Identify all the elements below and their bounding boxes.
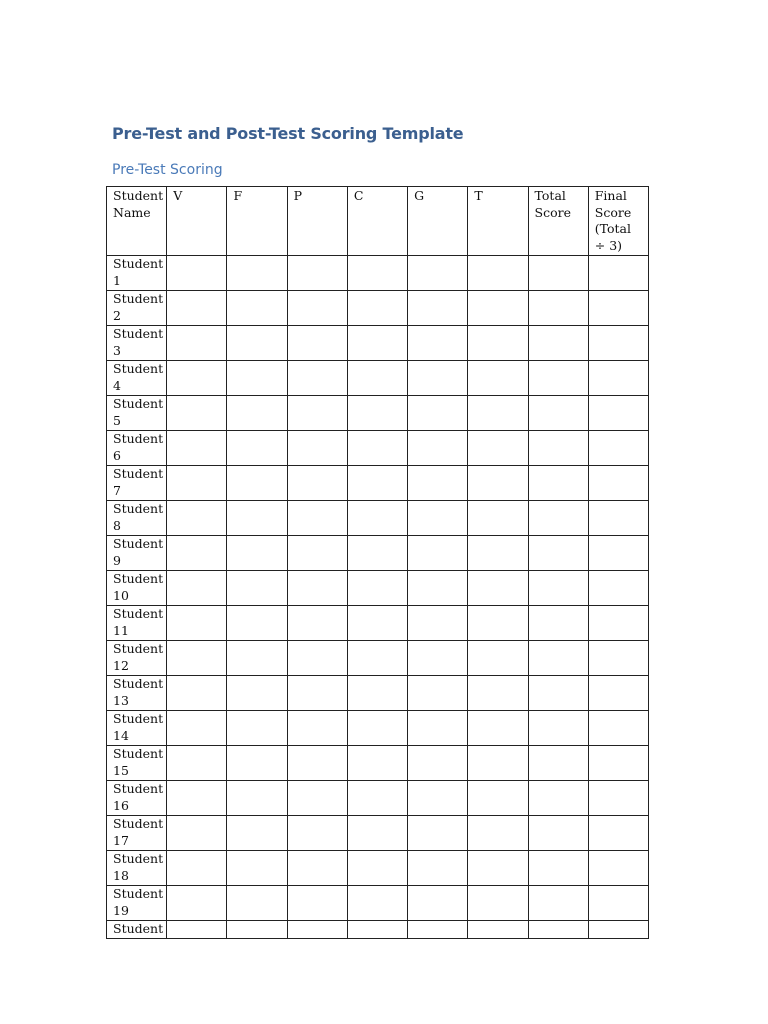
score-cell-g[interactable]: [408, 571, 468, 606]
score-cell-v[interactable]: [167, 256, 227, 291]
score-cell-final-score[interactable]: [588, 396, 648, 431]
score-cell-t[interactable]: [468, 676, 528, 711]
student-name-cell: Student 1: [107, 256, 167, 291]
score-cell-total-score[interactable]: [528, 921, 588, 939]
score-cell-total-score[interactable]: [528, 256, 588, 291]
score-cell-total-score[interactable]: [528, 396, 588, 431]
column-header-f: F: [227, 187, 287, 256]
score-cell-c[interactable]: [347, 851, 407, 886]
score-cell-p[interactable]: [287, 921, 347, 939]
score-cell-t[interactable]: [468, 361, 528, 396]
column-header-g: G: [408, 187, 468, 256]
section-heading-pre-test: Pre-Test Scoring: [112, 162, 223, 178]
score-cell-f[interactable]: [227, 606, 287, 641]
score-cell-t[interactable]: [468, 536, 528, 571]
student-name-cell: Student 3: [107, 326, 167, 361]
score-cell-final-score[interactable]: [588, 571, 648, 606]
table-row: [107, 921, 649, 939]
score-cell-total-score[interactable]: [528, 676, 588, 711]
score-cell-final-score[interactable]: [588, 746, 648, 781]
score-cell-v[interactable]: [167, 326, 227, 361]
table-row: [107, 326, 649, 361]
student-name-cell: Student 2: [107, 291, 167, 326]
column-header-total-score: Total Score: [528, 187, 588, 256]
table-row: [107, 711, 649, 746]
table-row: [107, 431, 649, 466]
score-cell-v[interactable]: [167, 361, 227, 396]
score-cell-final-score[interactable]: [588, 536, 648, 571]
score-cell-g[interactable]: [408, 361, 468, 396]
score-cell-total-score[interactable]: [528, 711, 588, 746]
table-row: [107, 781, 649, 816]
score-cell-v[interactable]: [167, 431, 227, 466]
score-cell-g[interactable]: [408, 676, 468, 711]
student-name-cell: Student 17: [107, 816, 167, 851]
student-name-cell: Student 9: [107, 536, 167, 571]
score-cell-c[interactable]: [347, 536, 407, 571]
score-cell-t[interactable]: [468, 291, 528, 326]
score-cell-f[interactable]: [227, 466, 287, 501]
score-cell-final-score[interactable]: [588, 816, 648, 851]
score-cell-total-score[interactable]: [528, 291, 588, 326]
score-cell-final-score[interactable]: [588, 921, 648, 939]
score-cell-v[interactable]: [167, 466, 227, 501]
score-cell-f[interactable]: [227, 256, 287, 291]
score-cell-t[interactable]: [468, 256, 528, 291]
score-cell-v[interactable]: [167, 711, 227, 746]
score-cell-c[interactable]: [347, 606, 407, 641]
column-header-v: V: [167, 187, 227, 256]
score-cell-v[interactable]: [167, 536, 227, 571]
score-cell-f[interactable]: [227, 711, 287, 746]
score-cell-v[interactable]: [167, 606, 227, 641]
score-cell-c[interactable]: [347, 886, 407, 921]
score-cell-v[interactable]: [167, 291, 227, 326]
score-cell-f[interactable]: [227, 641, 287, 676]
score-cell-total-score[interactable]: [528, 431, 588, 466]
table-row: [107, 466, 649, 501]
score-cell-g[interactable]: [408, 431, 468, 466]
score-cell-p[interactable]: [287, 466, 347, 501]
score-cell-t[interactable]: [468, 816, 528, 851]
score-cell-c[interactable]: [347, 396, 407, 431]
student-name-cell: Student 5: [107, 396, 167, 431]
document-title: Pre-Test and Post-Test Scoring Template: [112, 124, 464, 143]
score-cell-g[interactable]: [408, 256, 468, 291]
column-header-t: T: [468, 187, 528, 256]
score-cell-final-score[interactable]: [588, 711, 648, 746]
score-cell-final-score[interactable]: [588, 256, 648, 291]
table-row: [107, 641, 649, 676]
table-row: [107, 571, 649, 606]
score-cell-p[interactable]: [287, 641, 347, 676]
score-cell-g[interactable]: [408, 291, 468, 326]
score-cell-f[interactable]: [227, 676, 287, 711]
score-cell-p[interactable]: [287, 361, 347, 396]
score-cell-c[interactable]: [347, 466, 407, 501]
score-cell-p[interactable]: [287, 816, 347, 851]
score-cell-g[interactable]: [408, 711, 468, 746]
student-name-cell: Student 11: [107, 606, 167, 641]
score-cell-g[interactable]: [408, 536, 468, 571]
score-cell-total-score[interactable]: [528, 746, 588, 781]
score-cell-p[interactable]: [287, 256, 347, 291]
score-cell-f[interactable]: [227, 816, 287, 851]
score-cell-final-score[interactable]: [588, 641, 648, 676]
score-cell-final-score[interactable]: [588, 431, 648, 466]
score-cell-t[interactable]: [468, 606, 528, 641]
score-cell-f[interactable]: [227, 886, 287, 921]
column-header-student-name: Student Name: [107, 187, 167, 256]
score-cell-g[interactable]: [408, 396, 468, 431]
score-cell-p[interactable]: [287, 501, 347, 536]
student-name-cell: Student 10: [107, 571, 167, 606]
student-name-cell: Student 14: [107, 711, 167, 746]
score-cell-g[interactable]: [408, 326, 468, 361]
student-name-cell: Student 18: [107, 851, 167, 886]
score-cell-t[interactable]: [468, 711, 528, 746]
table-row: [107, 851, 649, 886]
score-cell-g[interactable]: [408, 781, 468, 816]
column-header-c: C: [347, 187, 407, 256]
score-cell-c[interactable]: [347, 326, 407, 361]
score-cell-v[interactable]: [167, 851, 227, 886]
score-cell-c[interactable]: [347, 921, 407, 939]
score-cell-g[interactable]: [408, 501, 468, 536]
score-cell-total-score[interactable]: [528, 536, 588, 571]
score-cell-p[interactable]: [287, 781, 347, 816]
score-cell-p[interactable]: [287, 536, 347, 571]
score-cell-v[interactable]: [167, 781, 227, 816]
score-cell-t[interactable]: [468, 781, 528, 816]
table-row: [107, 816, 649, 851]
score-cell-g[interactable]: [408, 641, 468, 676]
score-cell-f[interactable]: [227, 326, 287, 361]
table-header-row: [107, 187, 649, 256]
student-name-cell: Student 7: [107, 466, 167, 501]
score-cell-t[interactable]: [468, 326, 528, 361]
score-cell-p[interactable]: [287, 746, 347, 781]
score-cell-final-score[interactable]: [588, 676, 648, 711]
score-cell-c[interactable]: [347, 571, 407, 606]
score-cell-t[interactable]: [468, 466, 528, 501]
score-cell-g[interactable]: [408, 921, 468, 939]
score-cell-total-score[interactable]: [528, 851, 588, 886]
table-row: [107, 396, 649, 431]
score-cell-t[interactable]: [468, 571, 528, 606]
scoring-table: [106, 186, 649, 939]
score-cell-total-score[interactable]: [528, 781, 588, 816]
score-cell-g[interactable]: [408, 816, 468, 851]
score-cell-c[interactable]: [347, 746, 407, 781]
score-cell-t[interactable]: [468, 921, 528, 939]
score-cell-c[interactable]: [347, 256, 407, 291]
score-cell-f[interactable]: [227, 431, 287, 466]
score-cell-f[interactable]: [227, 781, 287, 816]
score-cell-t[interactable]: [468, 851, 528, 886]
score-cell-c[interactable]: [347, 501, 407, 536]
student-name-cell: Student 13: [107, 676, 167, 711]
table-row: [107, 291, 649, 326]
score-cell-c[interactable]: [347, 431, 407, 466]
score-cell-final-score[interactable]: [588, 361, 648, 396]
student-name-cell: Student 4: [107, 361, 167, 396]
score-cell-t[interactable]: [468, 641, 528, 676]
score-cell-final-score[interactable]: [588, 851, 648, 886]
score-cell-c[interactable]: [347, 641, 407, 676]
score-cell-total-score[interactable]: [528, 816, 588, 851]
score-cell-f[interactable]: [227, 746, 287, 781]
table-row: [107, 746, 649, 781]
score-cell-g[interactable]: [408, 746, 468, 781]
score-cell-g[interactable]: [408, 466, 468, 501]
score-cell-p[interactable]: [287, 571, 347, 606]
score-cell-c[interactable]: [347, 816, 407, 851]
score-cell-f[interactable]: [227, 921, 287, 939]
student-name-cell: Student 6: [107, 431, 167, 466]
score-cell-c[interactable]: [347, 291, 407, 326]
score-cell-final-score[interactable]: [588, 466, 648, 501]
score-cell-final-score[interactable]: [588, 781, 648, 816]
table-row: [107, 361, 649, 396]
score-cell-p[interactable]: [287, 851, 347, 886]
score-cell-f[interactable]: [227, 851, 287, 886]
score-cell-f[interactable]: [227, 536, 287, 571]
score-cell-total-score[interactable]: [528, 571, 588, 606]
score-cell-total-score[interactable]: [528, 606, 588, 641]
score-cell-total-score[interactable]: [528, 326, 588, 361]
score-cell-p[interactable]: [287, 606, 347, 641]
score-cell-v[interactable]: [167, 746, 227, 781]
score-cell-c[interactable]: [347, 781, 407, 816]
score-cell-v[interactable]: [167, 571, 227, 606]
score-cell-t[interactable]: [468, 431, 528, 466]
table-row: [107, 606, 649, 641]
score-cell-v[interactable]: [167, 396, 227, 431]
score-cell-f[interactable]: [227, 396, 287, 431]
score-cell-total-score[interactable]: [528, 641, 588, 676]
table-row: [107, 536, 649, 571]
score-cell-t[interactable]: [468, 396, 528, 431]
student-name-cell: Student 8: [107, 501, 167, 536]
student-name-cell: Student 16: [107, 781, 167, 816]
table-row: [107, 256, 649, 291]
score-cell-c[interactable]: [347, 676, 407, 711]
score-cell-total-score[interactable]: [528, 501, 588, 536]
column-header-final-score: Final Score (Total ÷ 3): [588, 187, 648, 256]
score-cell-final-score[interactable]: [588, 886, 648, 921]
score-cell-final-score[interactable]: [588, 501, 648, 536]
score-cell-t[interactable]: [468, 886, 528, 921]
score-cell-v[interactable]: [167, 816, 227, 851]
score-cell-p[interactable]: [287, 396, 347, 431]
table-row: [107, 501, 649, 536]
score-cell-p[interactable]: [287, 291, 347, 326]
score-cell-total-score[interactable]: [528, 466, 588, 501]
score-cell-v[interactable]: [167, 676, 227, 711]
score-cell-g[interactable]: [408, 851, 468, 886]
score-cell-p[interactable]: [287, 431, 347, 466]
score-cell-c[interactable]: [347, 361, 407, 396]
score-cell-p[interactable]: [287, 711, 347, 746]
table-body: [107, 256, 649, 939]
student-name-cell: Student 19: [107, 886, 167, 921]
score-cell-total-score[interactable]: [528, 361, 588, 396]
score-cell-f[interactable]: [227, 361, 287, 396]
score-cell-g[interactable]: [408, 606, 468, 641]
score-cell-f[interactable]: [227, 291, 287, 326]
score-cell-total-score[interactable]: [528, 886, 588, 921]
score-cell-t[interactable]: [468, 746, 528, 781]
score-cell-final-score[interactable]: [588, 606, 648, 641]
score-cell-final-score[interactable]: [588, 326, 648, 361]
score-cell-t[interactable]: [468, 501, 528, 536]
score-cell-p[interactable]: [287, 326, 347, 361]
student-name-cell: Student 12: [107, 641, 167, 676]
score-cell-c[interactable]: [347, 711, 407, 746]
student-name-cell: Student 15: [107, 746, 167, 781]
score-cell-v[interactable]: [167, 886, 227, 921]
student-name-cell: Student: [107, 921, 167, 939]
table-row: [107, 886, 649, 921]
score-cell-v[interactable]: [167, 641, 227, 676]
score-cell-g[interactable]: [408, 886, 468, 921]
table-row: [107, 676, 649, 711]
score-cell-v[interactable]: [167, 501, 227, 536]
score-cell-f[interactable]: [227, 571, 287, 606]
score-cell-final-score[interactable]: [588, 291, 648, 326]
score-cell-p[interactable]: [287, 886, 347, 921]
column-header-p: P: [287, 187, 347, 256]
score-cell-p[interactable]: [287, 676, 347, 711]
score-cell-f[interactable]: [227, 501, 287, 536]
score-cell-v[interactable]: [167, 921, 227, 939]
